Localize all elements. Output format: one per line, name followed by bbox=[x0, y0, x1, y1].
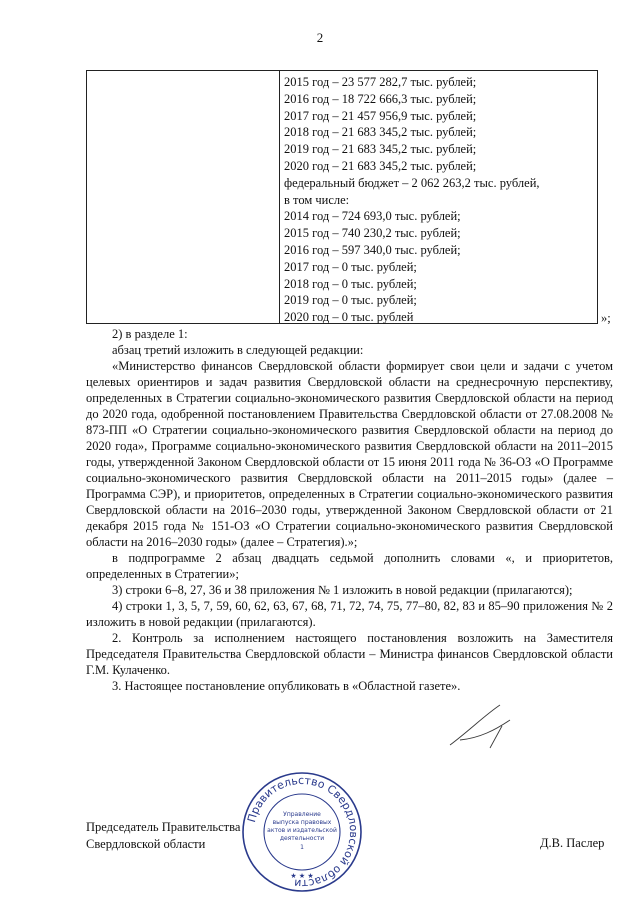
svg-text:1: 1 bbox=[300, 844, 304, 851]
paragraph-appendix-1: 3) строки 6–8, 27, 36 и 38 приложения № 1 изложить в новой редакции (прилагаются); bbox=[112, 583, 573, 597]
svg-text:актов и издательской: актов и издательской bbox=[267, 827, 337, 834]
budget-line: 2018 год – 21 683 345,2 тыс. рублей; bbox=[284, 125, 477, 140]
paragraph-subprogram: в подпрограмме 2 абзац двадцать седьмой дополнить словами «, и приоритетов, определенных в Стратегии»; bbox=[86, 551, 613, 581]
page-number: 2 bbox=[316, 30, 324, 45]
budget-line: 2015 год – 740 230,2 тыс. рублей; bbox=[284, 226, 461, 241]
paragraph-appendix-2: 4) строки 1, 3, 5, 7, 59, 60, 62, 63, 67, 68, 71, 72, 74, 75, 77–80, 82, 83 и 85–90 приложения № 2 изложить в новой редакции (прилагаются). bbox=[86, 599, 613, 629]
budget-line: федеральный бюджет – 2 062 263,2 тыс. рублей, bbox=[284, 175, 540, 190]
paragraph-quoted-text: «Министерство финансов Свердловской области формирует свои цели и задачи с учетом целевых ориентиров и задач развития Свердловской области на среднесрочную перспективу, определенных в Стратегии социально-экономического развития Свердловской области на период до 2020 года, одобренной постановлением Правительства Свердловской области от 27.08.2008 № 873-ПП «О Стратегии социально-экономического развития Свердловской области на период до 2020 года», Программе социально-экономического развития Свердловской области на 2011–2015 годы, утвержденной Законом Свердловской области от 15 июня 2011 года № 36-ОЗ «О Программе социально-экономического развития Свердловской области на 2011–2015 годы» (далее – Программа СЭР), и приоритетов, определенных в Стратегии социально-экономического развития Свердловской области на 2016–2030 годы, утвержденной Законом Свердловской области от 21 декабря 2015 года № 151-ОЗ «О Стратегии социально-экономического развития Свердловской области на 2016–2030 годы» (далее – Стратегия).»; bbox=[86, 359, 613, 549]
svg-text:выпуска правовых: выпуска правовых bbox=[272, 819, 332, 826]
svg-text:Правительство Свердловской обл: Правительство Свердловской области bbox=[245, 773, 361, 891]
svg-text:Управление: Управление bbox=[283, 811, 321, 818]
budget-line: 2015 год – 23 577 282,7 тыс. рублей; bbox=[284, 75, 477, 89]
official-seal-stamp bbox=[240, 770, 364, 894]
paragraph-control: 2. Контроль за исполнением настоящего постановления возложить на Заместителя Председателя Правительства Свердловской области – Министра финансов Свердловской области Г.М. Кулаченко. bbox=[86, 631, 613, 677]
budget-line: 2017 год – 21 457 956,9 тыс. рублей; bbox=[284, 108, 477, 123]
paragraph-section-1: 2) в разделе 1: bbox=[112, 327, 188, 341]
budget-line: 2016 год – 597 340,0 тыс. рублей; bbox=[284, 242, 461, 257]
budget-line: 2017 год – 0 тыс. рублей; bbox=[284, 259, 417, 274]
signatory-title-line-2: Свердловской области bbox=[86, 837, 206, 851]
handwritten-signature bbox=[440, 700, 540, 750]
budget-line: 2020 год – 21 683 345,2 тыс. рублей; bbox=[284, 158, 477, 173]
table-closing-quote: »; bbox=[601, 311, 611, 325]
paragraph-publish: 3. Настоящее постановление опубликовать в «Областной газете». bbox=[112, 679, 461, 693]
budget-line: в том числе: bbox=[284, 192, 350, 207]
table-column-divider bbox=[279, 71, 280, 323]
svg-text:★ ★ ★: ★ ★ ★ bbox=[290, 872, 314, 880]
budget-line: 2020 год – 0 тыс. рублей bbox=[284, 310, 414, 325]
budget-line: 2019 год – 0 тыс. рублей; bbox=[284, 293, 417, 308]
paragraph-instruction: абзац третий изложить в следующей редакции: bbox=[112, 343, 364, 357]
budget-line: 2014 год – 724 693,0 тыс. рублей; bbox=[284, 209, 461, 224]
budget-list bbox=[284, 74, 594, 326]
budget-table bbox=[86, 70, 598, 324]
budget-line: 2016 год – 18 722 666,3 тыс. рублей; bbox=[284, 91, 477, 106]
budget-line: 2018 год – 0 тыс. рублей; bbox=[284, 276, 417, 291]
svg-text:деятельности: деятельности bbox=[279, 835, 325, 842]
signatory-title-line-1: Председатель Правительства bbox=[86, 820, 241, 834]
signatory-title bbox=[86, 819, 240, 853]
document-body bbox=[86, 326, 613, 694]
signatory-name: Д.В. Паслер bbox=[540, 836, 605, 850]
budget-line: 2019 год – 21 683 345,2 тыс. рублей; bbox=[284, 142, 477, 157]
